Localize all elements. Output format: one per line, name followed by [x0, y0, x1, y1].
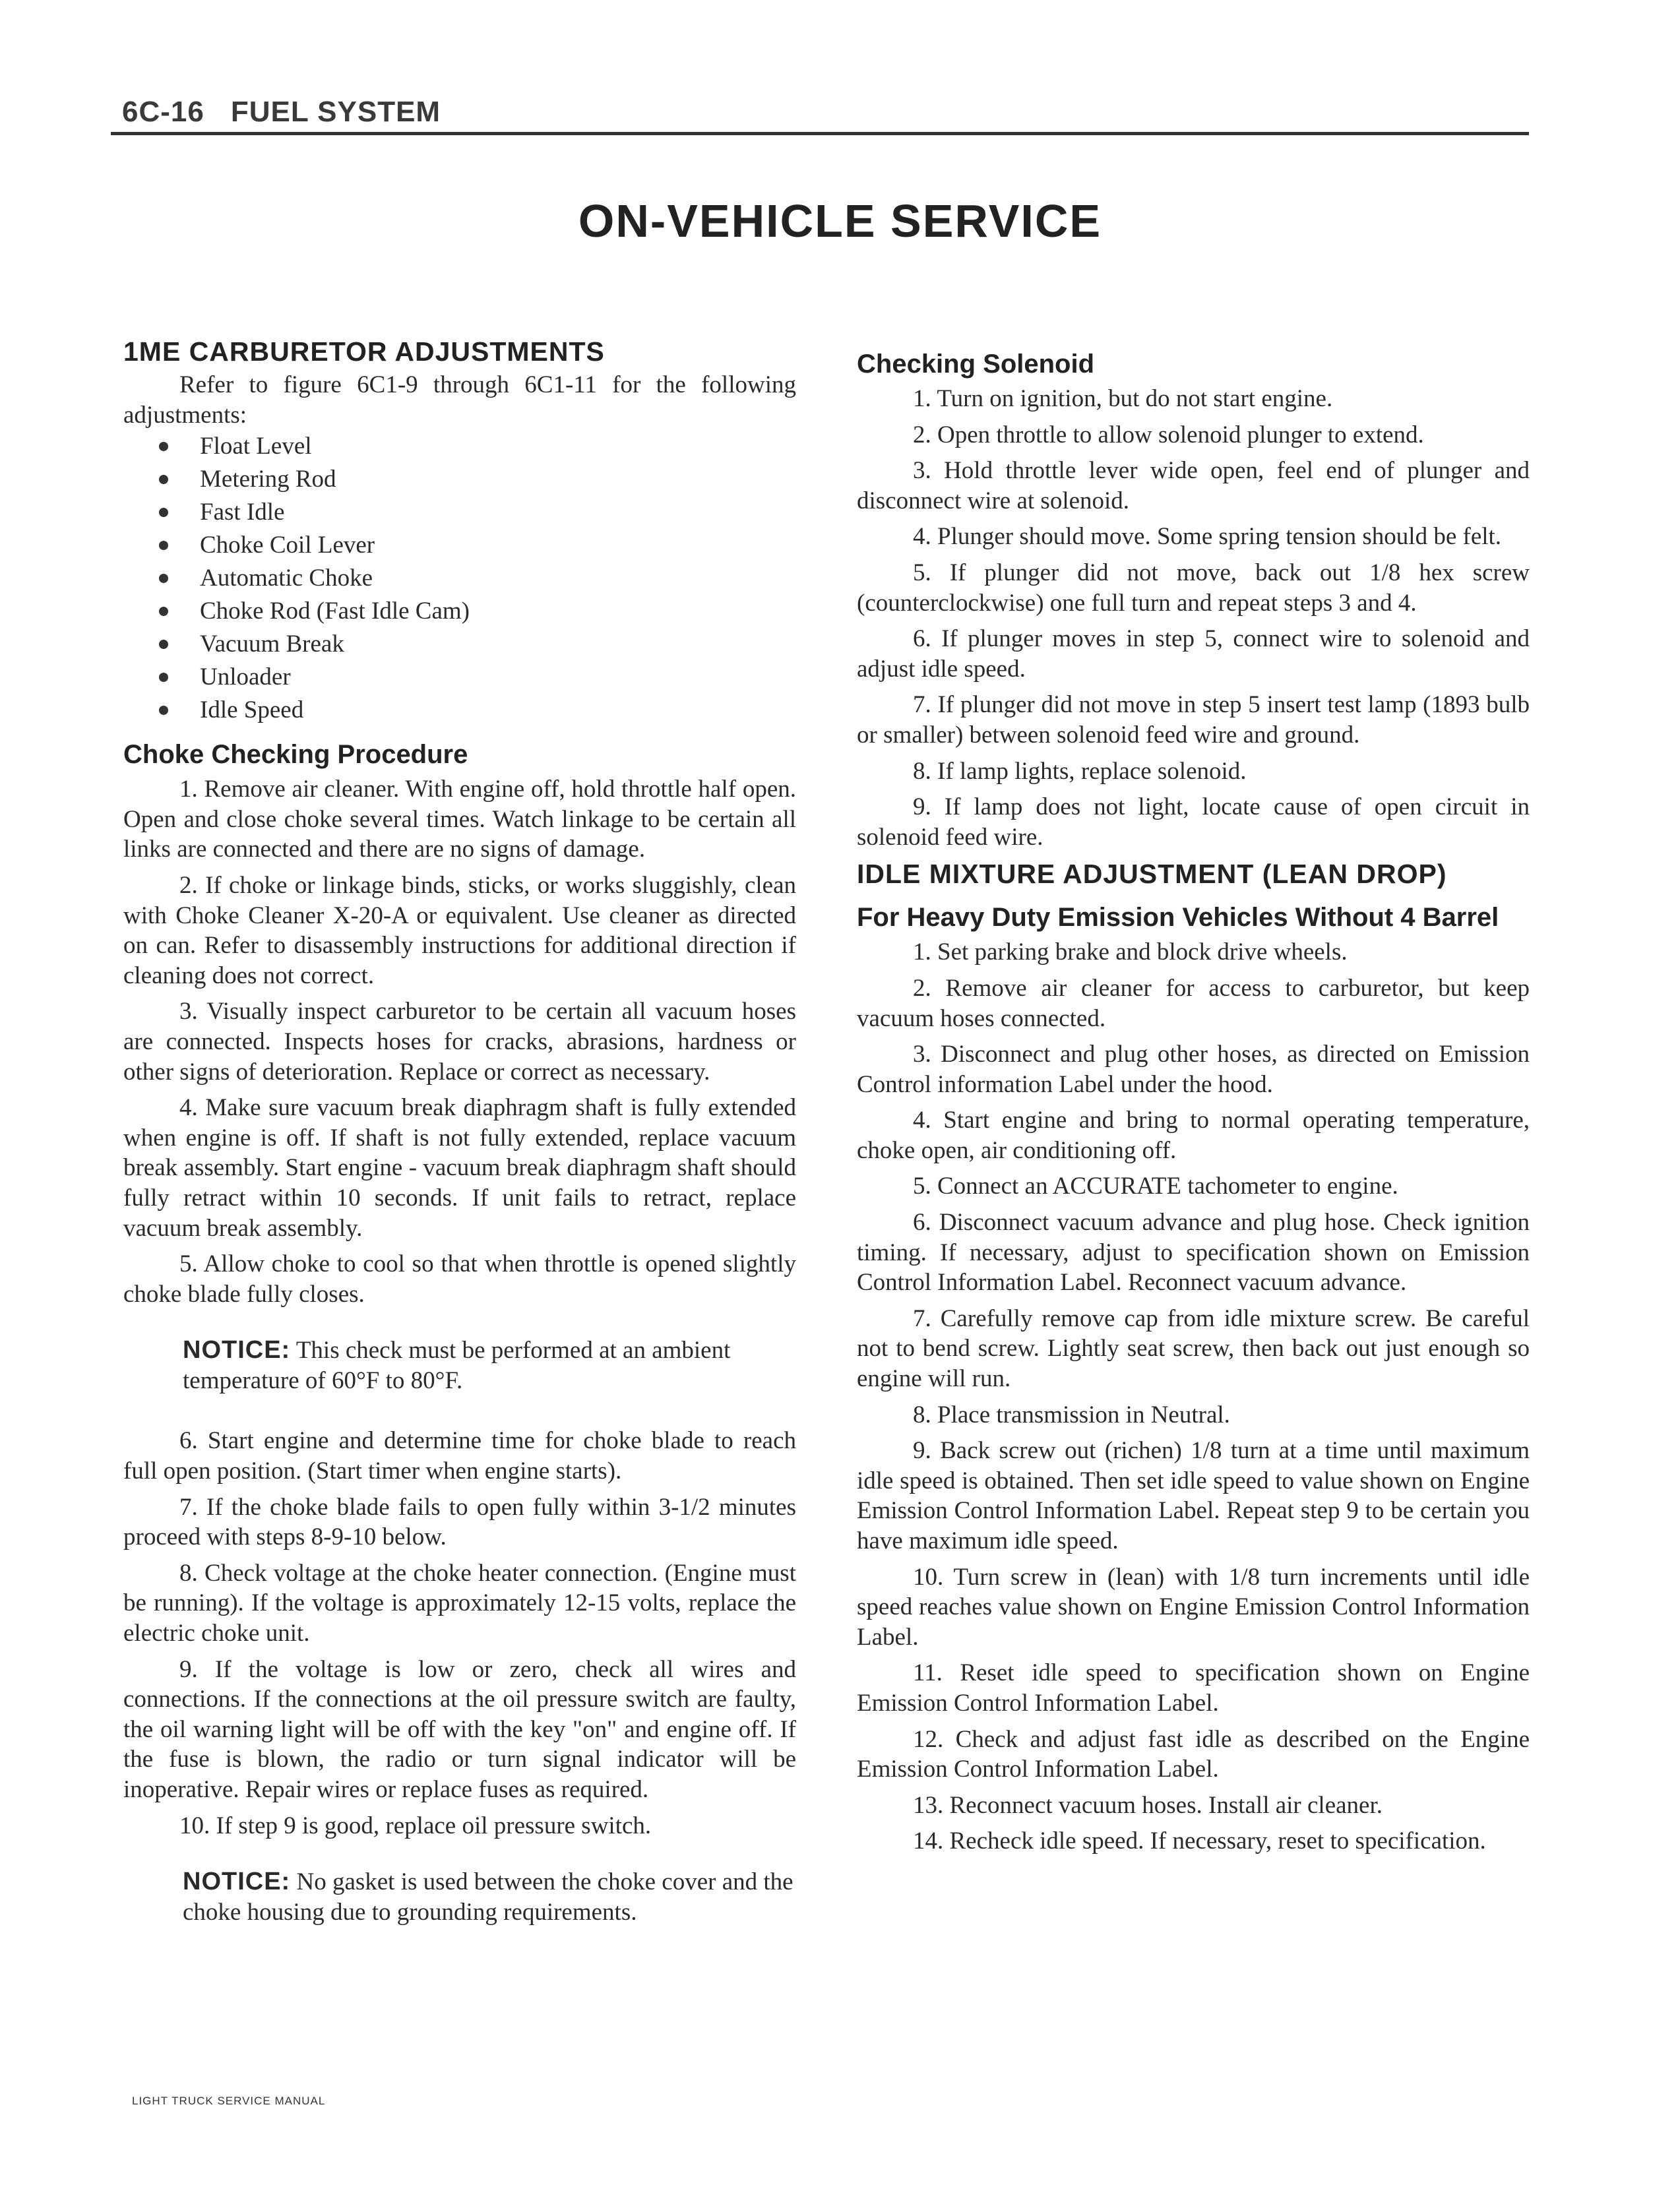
- paragraph: 5. If plunger did not move, back out 1/8 hex screw (counterclockwise) one full turn and repeat steps 3 and 4.: [857, 559, 1530, 617]
- paragraph: 11. Reset idle speed to specification shown on Engine Emission Control Information Label.: [857, 1659, 1530, 1717]
- notice: [183, 1867, 796, 1927]
- paragraph: 4. Plunger should move. Some spring tension should be felt.: [913, 523, 1502, 551]
- paragraph: 6. Disconnect vacuum advance and plug hose. Check ignition timing. If necessary, adjust to specification shown on Emission Control Information Label. Reconnect vacuum advance.: [857, 1209, 1530, 1297]
- list-item: Vacuum Break: [123, 628, 796, 661]
- paragraph: 1. Turn on ignition, but do not start engine.: [913, 385, 1333, 412]
- paragraph: 9. If the voltage is low or zero, check all wires and connections. If the connections at the oil pressure switch are faulty, the oil warning light will be off with the key "on" and engine off. If the fuse is blown, the radio or turn signal indicator will be inoperative. Repair wires or replace fuses as required.: [123, 1655, 796, 1803]
- header-rule: [111, 132, 1529, 135]
- section-title: FUEL SYSTEM: [230, 96, 441, 128]
- paragraph: 8. Check voltage at the choke heater connection. (Engine must be running). If the voltage is approximately 12-15 volts, replace the electric choke unit.: [123, 1559, 796, 1647]
- list-item: Metering Rod: [123, 463, 796, 496]
- right-column: [857, 336, 1530, 1862]
- paragraph: 7. If plunger did not move in step 5 insert test lamp (1893 bulb or smaller) between solenoid feed wire and ground.: [857, 691, 1530, 749]
- paragraph: 9. Back screw out (richen) 1/8 turn at a time until maximum idle speed is obtained. Then set idle speed to value shown on Engine Emission Control Information Label. Repeat step 9 to be certain you have maximum idle speed.: [857, 1437, 1530, 1554]
- left-column: [123, 333, 796, 1957]
- list-item: Choke Rod (Fast Idle Cam): [123, 595, 796, 628]
- paragraph: 4. Make sure vacuum break diaphragm shaft is fully extended when engine is off. If shaft is not fully extended, replace vacuum break assembly. Start engine - vacuum break diaphragm shaft should fully retract within 10 seconds. If unit fails to retract, replace vacuum break assembly.: [123, 1094, 796, 1242]
- paragraph: 2. Open throttle to allow solenoid plunger to extend.: [913, 421, 1424, 448]
- paragraph: 9. If lamp does not light, locate cause of open circuit in solenoid feed wire.: [857, 793, 1530, 851]
- paragraph: 7. If the choke blade fails to open fully within 3-1/2 minutes proceed with steps 8-9-10 below.: [123, 1493, 796, 1551]
- notice-label: NOTICE:: [183, 1336, 291, 1365]
- paragraph: 5. Allow choke to cool so that when throttle is opened slightly choke blade fully closes.: [123, 1250, 796, 1308]
- notice-text: This check must be performed at an ambient temperature of 60°F to 80°F.: [183, 1337, 731, 1394]
- paragraph: 3. Hold throttle lever wide open, feel end of plunger and disconnect wire at solenoid.: [857, 457, 1530, 514]
- notice-label: NOTICE:: [183, 1868, 291, 1896]
- paragraph: 5. Connect an ACCURATE tachometer to engine.: [913, 1173, 1398, 1200]
- paragraph: 1. Set parking brake and block drive wheels.: [913, 938, 1348, 966]
- paragraph: 6. If plunger moves in step 5, connect wire to solenoid and adjust idle speed.: [857, 625, 1530, 683]
- page-number: 6C-16: [122, 96, 204, 128]
- paragraph: 12. Check and adjust fast idle as described on the Engine Emission Control Information Label.: [857, 1725, 1530, 1783]
- paragraph: 14. Recheck idle speed. If necessary, reset to specification.: [913, 1827, 1486, 1855]
- section-heading: IDLE MIXTURE ADJUSTMENT (LEAN DROP): [857, 859, 1447, 890]
- paragraph: 8. If lamp lights, replace solenoid.: [913, 757, 1247, 785]
- paragraph: 13. Reconnect vacuum hoses. Install air cleaner.: [913, 1791, 1383, 1819]
- list-item: Float Level: [123, 430, 796, 463]
- paragraph: 3. Disconnect and plug other hoses, as directed on Emission Control information Label under the hood.: [857, 1041, 1530, 1098]
- paragraph: 7. Carefully remove cap from idle mixture screw. Be careful not to bend screw. Lightly seat screw, then back out just enough so engine will run.: [857, 1304, 1530, 1393]
- list-item: Fast Idle: [123, 496, 796, 529]
- notice: [183, 1335, 796, 1395]
- paragraph: 3. Visually inspect carburetor to be certain all vacuum hoses are connected. Inspects hoses for cracks, abrasions, hardness or other signs of deterioration. Replace or correct as necessary.: [123, 998, 796, 1086]
- notice-text: No gasket is used between the choke cover and the choke housing due to grounding requirements.: [183, 1868, 793, 1926]
- paragraph: 10. If step 9 is good, replace oil pressure switch.: [179, 1812, 652, 1839]
- running-header: [122, 96, 441, 129]
- paragraph: 8. Place transmission in Neutral.: [913, 1401, 1230, 1428]
- paragraph: 6. Start engine and determine time for choke blade to reach full open position. (Start timer when engine starts).: [123, 1427, 796, 1485]
- paragraph: 2. If choke or linkage binds, sticks, or works sluggishly, clean with Choke Cleaner X-20-A or equivalent. Use cleaner as directed on can. Refer to disassembly instructions for additional direction if cleaning does not correct.: [123, 871, 796, 989]
- subsection-heading: For Heavy Duty Emission Vehicles Without 4 Barrel: [857, 903, 1499, 933]
- paragraph: 10. Turn screw in (lean) with 1/8 turn increments until idle speed reaches value shown on Engine Emission Control Information Label.: [857, 1563, 1530, 1651]
- page-title: ON-VEHICLE SERVICE: [578, 195, 1102, 247]
- list-item: Unloader: [123, 661, 796, 694]
- bullet-list: [123, 430, 796, 727]
- list-item: Choke Coil Lever: [123, 529, 796, 562]
- paragraph: 4. Start engine and bring to normal operating temperature, choke open, air conditioning off.: [857, 1107, 1530, 1164]
- paragraph: 1. Remove air cleaner. With engine off, hold throttle half open. Open and close choke several times. Watch linkage to be certain all links are connected and there are no signs of damage.: [123, 776, 796, 863]
- paragraph: 2. Remove air cleaner for access to carburetor, but keep vacuum hoses connected.: [857, 974, 1530, 1032]
- section-heading: 1ME CARBURETOR ADJUSTMENTS: [123, 336, 605, 367]
- footer: LIGHT TRUCK SERVICE MANUAL: [132, 2095, 326, 2107]
- list-item: Idle Speed: [123, 694, 796, 727]
- paragraph: Refer to figure 6C1-9 through 6C1-11 for the following adjustments:: [123, 371, 796, 429]
- subsection-heading: Choke Checking Procedure: [123, 740, 468, 770]
- list-item: Automatic Choke: [123, 562, 796, 595]
- subsection-heading: Checking Solenoid: [857, 350, 1095, 379]
